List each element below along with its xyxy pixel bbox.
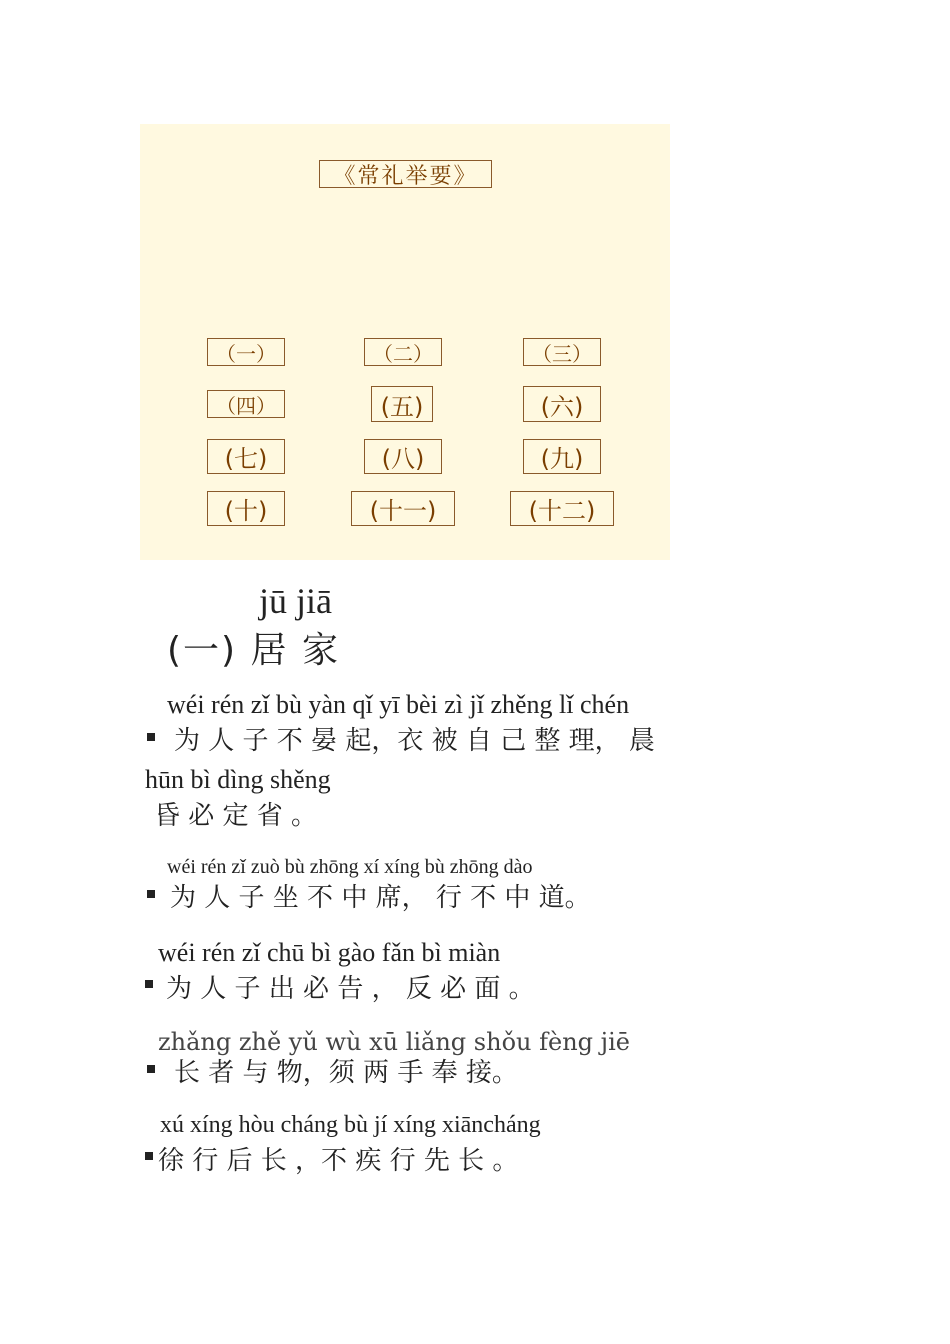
line-5-hanzi: 徐 行 后 长 ，不 疾 行 先 长 。	[158, 1146, 519, 1176]
line-5-pinyin: xú xíng hòu cháng bù jí xíng xiāncháng	[160, 1112, 541, 1138]
menu-item-7[interactable]: (七)	[207, 439, 285, 474]
menu-item-11[interactable]: (十一)	[351, 491, 455, 526]
line-2-hanzi: 为 人 子 坐 不 中 席， 行 不 中 道。	[170, 883, 591, 913]
line-2-pinyin: wéi rén zǐ zuò bù zhōng xí xíng bù zhōng dào	[167, 856, 533, 878]
line-1-pinyin: wéi rén zǐ bù yàn qǐ yī bèi zì jǐ zhěng lǐ chén	[167, 690, 630, 719]
menu-item-8[interactable]: (八)	[364, 439, 442, 474]
bullet-4	[147, 1065, 155, 1073]
menu-item-10[interactable]: (十)	[207, 491, 285, 526]
section-heading: (一) 居 家	[167, 630, 340, 671]
bullet-3	[145, 980, 153, 988]
menu-item-4[interactable]: （四）	[207, 390, 285, 418]
line-1-hanzi: 为 人 子 不 晏 起，衣 被 自 己 整 理， 晨	[174, 726, 655, 756]
menu-item-3[interactable]: （三）	[523, 338, 601, 366]
bullet-1	[147, 733, 155, 741]
menu-item-12[interactable]: (十二)	[510, 491, 614, 526]
line-1b-pinyin: hūn bì dìng shěng	[145, 765, 331, 794]
bullet-2	[147, 890, 155, 898]
line-3-hanzi: 为 人 子 出 必 告 ， 反 必 面 。	[166, 974, 535, 1004]
bullet-5	[145, 1152, 153, 1160]
menu-item-1[interactable]: （一）	[207, 338, 285, 366]
line-4-pinyin: zhǎng zhě yǔ wù xū liǎng shǒu fèng jiē	[158, 1028, 630, 1056]
line-3-pinyin: wéi rén zǐ chū bì gào fǎn bì miàn	[158, 938, 501, 967]
menu-item-9[interactable]: (九)	[523, 439, 601, 474]
menu-item-5[interactable]: (五)	[371, 386, 433, 422]
section-heading-pinyin: jū jiā	[259, 581, 332, 621]
menu-title: 《常礼举要》	[319, 160, 492, 188]
line-1b-hanzi: 昏 必 定 省 。	[154, 801, 318, 831]
line-4-hanzi: 长 者 与 物，须 两 手 奉 接。	[174, 1058, 518, 1088]
menu-item-6[interactable]: (六)	[523, 386, 601, 422]
menu-item-2[interactable]: （二）	[364, 338, 442, 366]
